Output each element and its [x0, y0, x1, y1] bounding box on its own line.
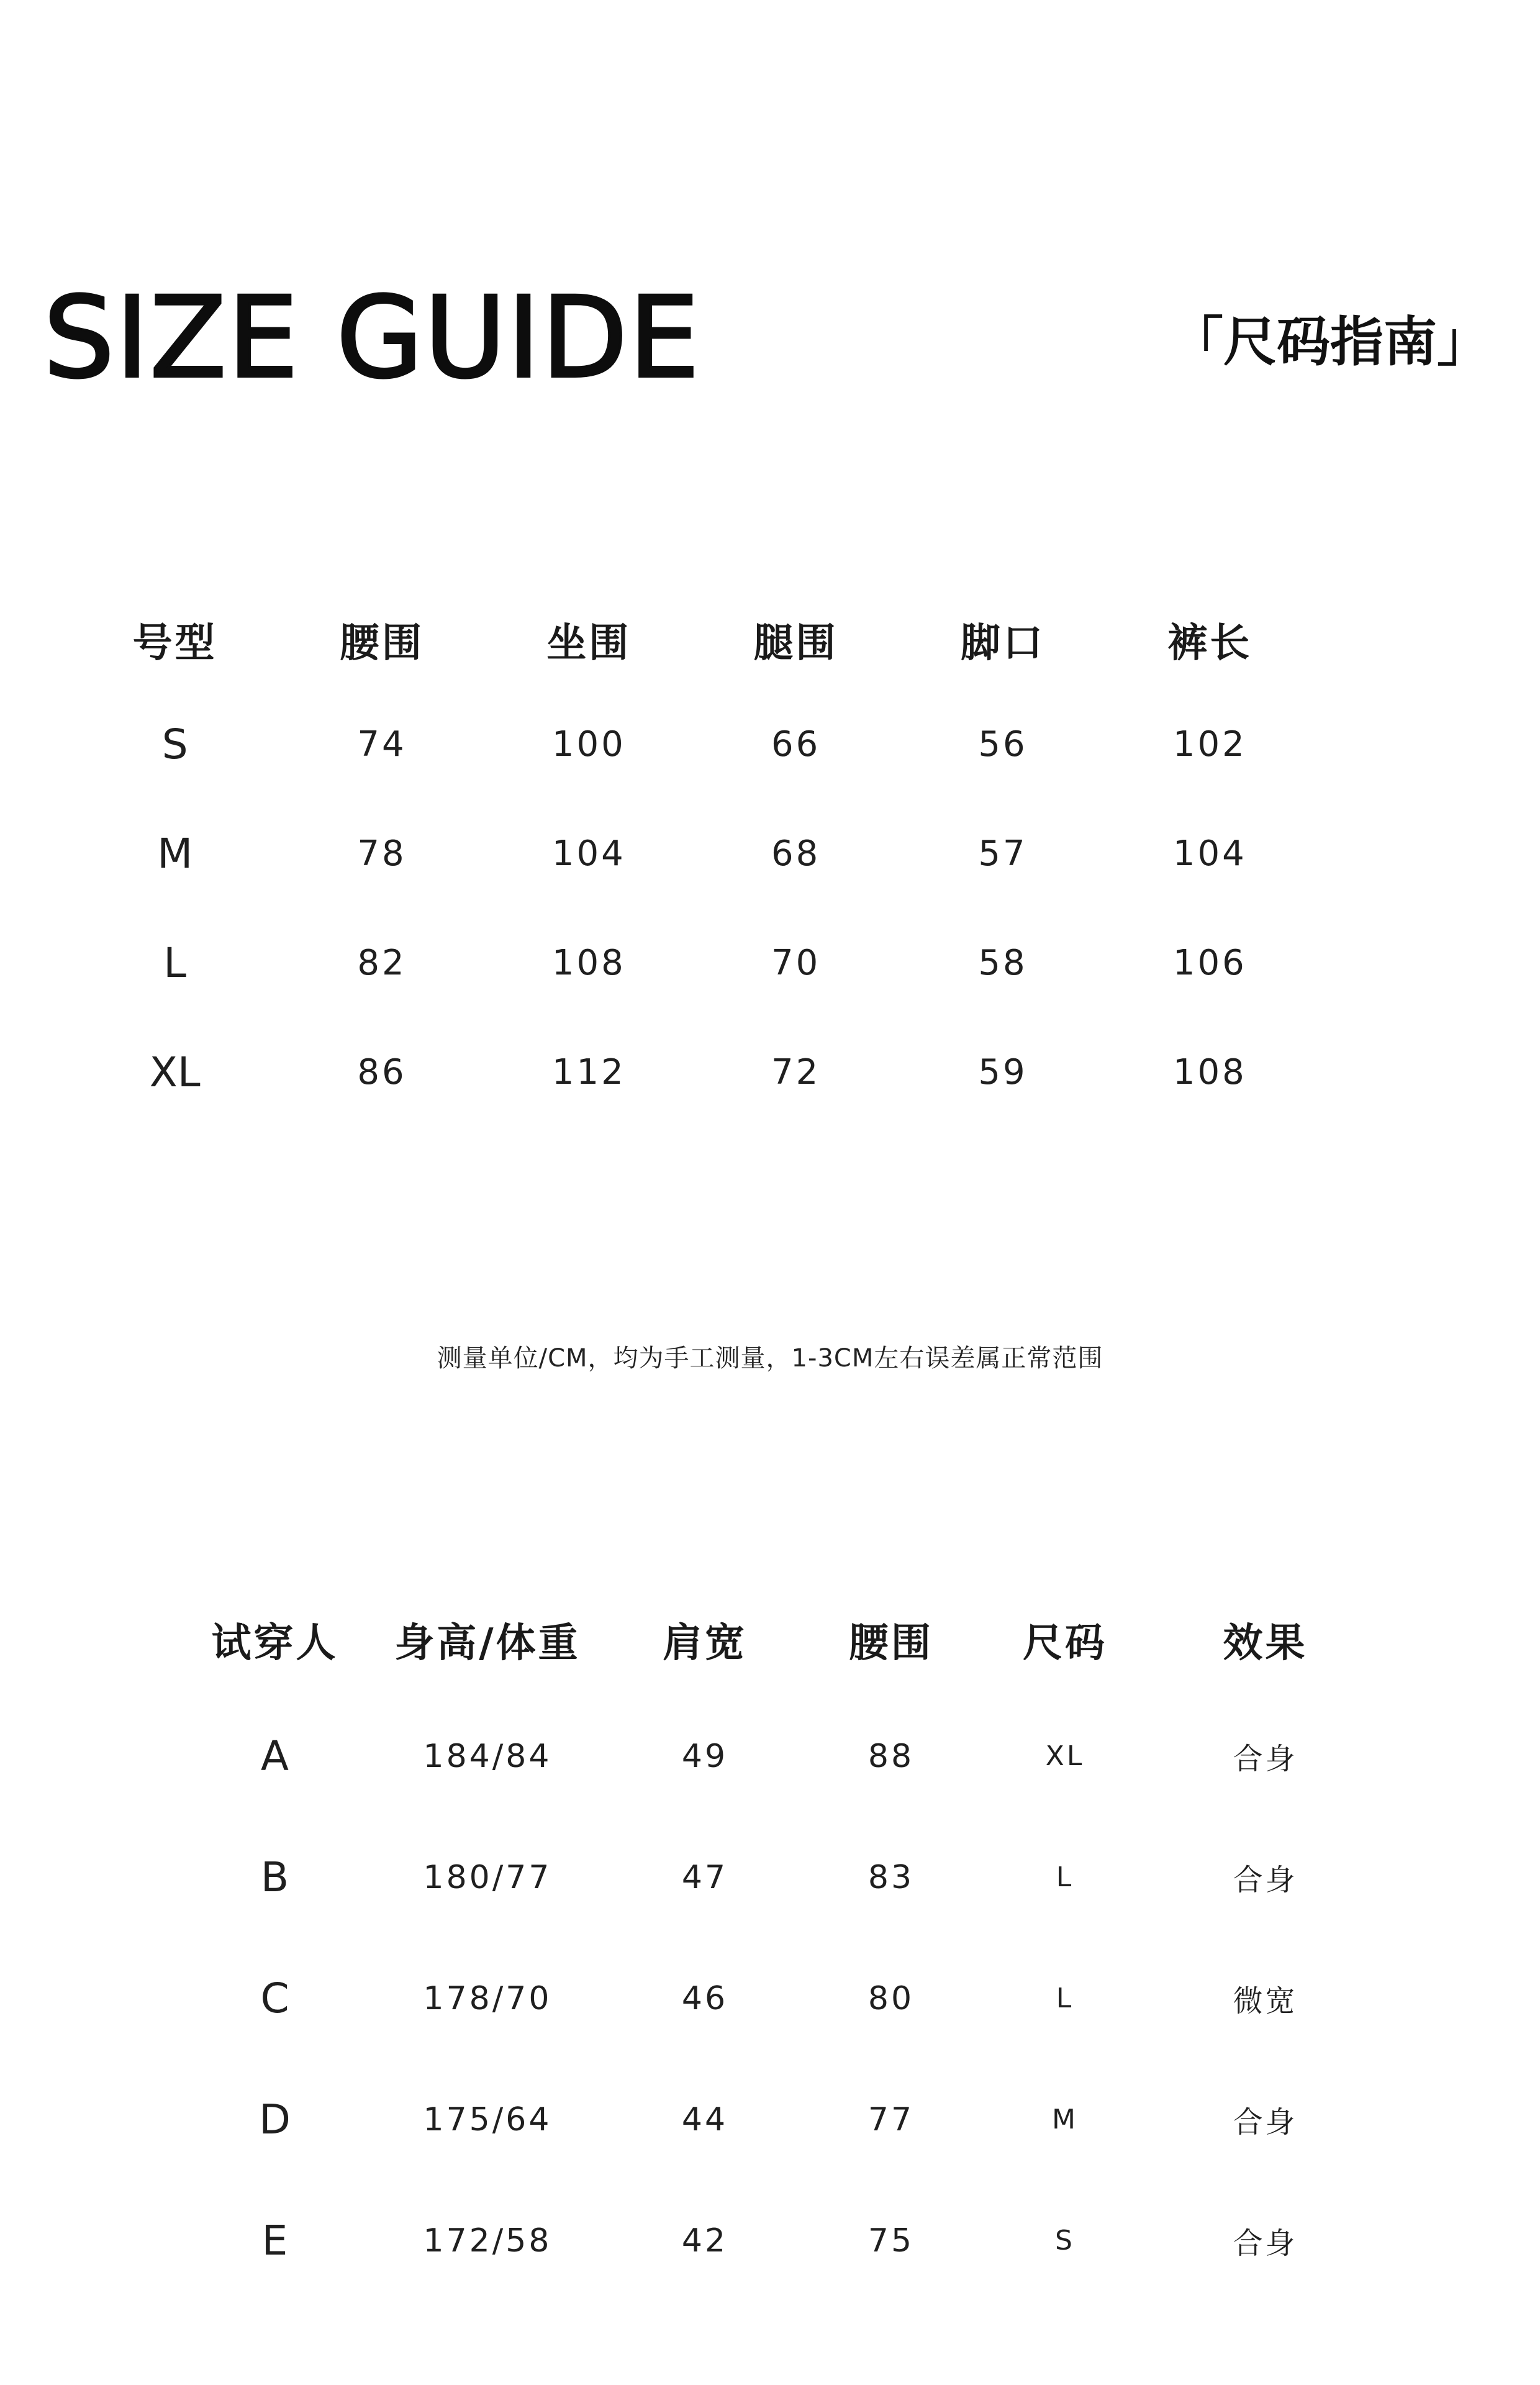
height-weight-cell: 184/84: [423, 1737, 552, 1775]
height-weight-cell: 175/64: [423, 2101, 552, 2138]
effect-cell: 合身: [1233, 2105, 1298, 2140]
size-cell: XL: [1045, 1740, 1085, 1772]
waist-cell: 77: [867, 2101, 915, 2138]
header-size: 尺码: [1023, 1620, 1107, 1666]
size-cell: L: [1056, 1861, 1074, 1893]
fit-table-header-row: [186, 1584, 1385, 1696]
shoulder-cell: 47: [681, 1858, 728, 1896]
thigh-cell: 66: [771, 724, 821, 765]
shoulder-cell: 42: [681, 2222, 728, 2260]
size-cell: L: [163, 938, 187, 987]
table-row: [186, 1696, 1385, 1817]
hip-cell: 112: [551, 1052, 626, 1093]
leg-opening-cell: 56: [978, 724, 1028, 765]
title-en: SIZE GUIDE: [43, 273, 701, 403]
effect-cell: 微宽: [1233, 1984, 1298, 2019]
waist-cell: 74: [357, 724, 407, 765]
fit-table: [186, 1584, 1385, 2301]
shoulder-cell: 44: [681, 2101, 728, 2138]
hip-cell: 104: [551, 833, 626, 874]
table-row: [71, 689, 1313, 799]
pants-length-cell: 106: [1172, 942, 1247, 983]
table-row: [186, 1938, 1385, 2059]
tester-cell: E: [261, 2217, 288, 2265]
header-hip: 坐围: [546, 620, 632, 666]
measurement-note: 测量单位/CM，均为手工测量，1-3CM左右误差属正常范围: [437, 1344, 1103, 1373]
height-weight-cell: 178/70: [423, 1979, 552, 2017]
leg-opening-cell: 57: [978, 833, 1028, 874]
table-row: [186, 2059, 1385, 2180]
thigh-cell: 68: [771, 833, 821, 874]
header-shoulder: 肩宽: [663, 1620, 747, 1666]
size-cell: M: [1052, 2104, 1078, 2135]
header-tester: 试穿人: [211, 1620, 338, 1666]
size-cell: L: [1056, 1983, 1074, 2014]
waist-cell: 88: [867, 1737, 915, 1775]
pants-length-cell: 104: [1172, 833, 1247, 874]
size-cell: S: [161, 720, 188, 768]
waist-cell: 82: [357, 942, 407, 983]
tester-cell: A: [260, 1732, 289, 1780]
header-thigh: 腿围: [753, 620, 838, 666]
thigh-cell: 70: [771, 942, 821, 983]
leg-opening-cell: 59: [978, 1052, 1028, 1093]
header-effect: 效果: [1223, 1620, 1308, 1666]
header-waist: 腰围: [339, 620, 424, 666]
pants-length-cell: 102: [1172, 724, 1247, 765]
height-weight-cell: 180/77: [423, 1858, 552, 1896]
table-row: [186, 2180, 1385, 2301]
pants-length-cell: 108: [1172, 1052, 1247, 1093]
table-row: [71, 799, 1313, 908]
tester-cell: C: [260, 1974, 289, 2022]
waist-cell: 80: [867, 1979, 915, 2017]
title-cn: 「尺码指南」: [1170, 311, 1490, 373]
header-size-code: 号型: [132, 620, 217, 666]
size-table: [71, 590, 1313, 1127]
header-height-weight: 身高/体重: [394, 1620, 581, 1666]
hip-cell: 108: [551, 942, 626, 983]
header-pants-length: 裤长: [1167, 620, 1252, 666]
waist-cell: 86: [357, 1052, 407, 1093]
size-table-header-row: [71, 590, 1313, 689]
shoulder-cell: 49: [681, 1737, 728, 1775]
header-waist: 腰围: [849, 1620, 933, 1666]
thigh-cell: 72: [771, 1052, 821, 1093]
hip-cell: 100: [551, 724, 626, 765]
waist-cell: 78: [357, 833, 407, 874]
waist-cell: 75: [867, 2222, 915, 2260]
tester-cell: D: [259, 2096, 291, 2143]
waist-cell: 83: [867, 1858, 915, 1896]
effect-cell: 合身: [1233, 2226, 1298, 2261]
size-cell: S: [1055, 2225, 1075, 2256]
height-weight-cell: 172/58: [423, 2222, 552, 2260]
size-cell: M: [157, 829, 193, 878]
size-cell: XL: [149, 1048, 201, 1096]
effect-cell: 合身: [1233, 1863, 1298, 1897]
table-row: [71, 908, 1313, 1017]
leg-opening-cell: 58: [978, 942, 1028, 983]
header-leg-opening: 脚口: [960, 620, 1045, 666]
tester-cell: B: [260, 1853, 289, 1901]
effect-cell: 合身: [1233, 1742, 1298, 1776]
shoulder-cell: 46: [681, 1979, 728, 2017]
table-row: [71, 1017, 1313, 1127]
table-row: [186, 1817, 1385, 1938]
